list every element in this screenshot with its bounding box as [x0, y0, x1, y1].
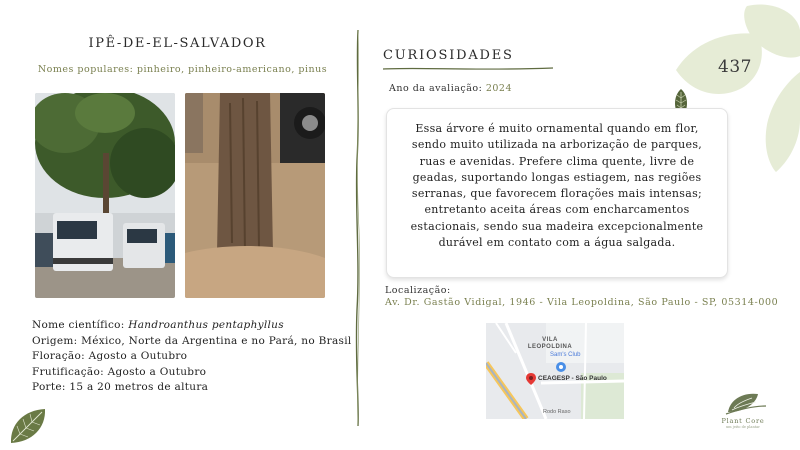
location-label: Localização: — [385, 285, 451, 296]
brand-name: Plant Core — [721, 417, 765, 425]
brand-tagline: um jeito de plantar — [726, 425, 760, 429]
location-map[interactable] — [486, 323, 624, 419]
map-poi-label: Sam's Club — [550, 352, 581, 358]
map-road-label: Rodo Raso — [543, 409, 571, 415]
flowering-text: Floração: Agosto a Outubro — [32, 350, 188, 362]
map-district-label: VILA LEOPOLDINA — [527, 337, 573, 350]
trunk-photo — [185, 93, 325, 298]
heading-underline — [383, 66, 553, 72]
evaluation-year — [389, 83, 512, 94]
map-pin-icon — [526, 370, 536, 382]
tree-number-badge: 437 — [718, 57, 752, 77]
popular-names: Nomes populares: pinheiro, pinheiro-americano, pinus — [37, 64, 328, 75]
origin-text: Origem: México, Norte da Argentina e no Pará, no Brasil — [32, 334, 352, 347]
fruiting-text: Frutificação: Agosto a Outubro — [32, 365, 207, 378]
map-destination-label: CEAGESP - São Paulo — [538, 375, 607, 382]
curiosities-heading: CURIOSIDADES — [383, 48, 514, 63]
tree-photo — [35, 93, 175, 298]
scientific-name: Handroanthus pentaphyllus — [128, 319, 284, 331]
size-text: Porte: 15 a 20 metros de altura — [32, 381, 209, 393]
scientific-name-row — [32, 318, 352, 334]
brand-logo — [708, 388, 778, 428]
leaf-decoration-bottom-left — [8, 406, 48, 446]
curiosities-card — [386, 108, 728, 278]
year-value: 2024 — [485, 83, 513, 94]
species-details — [32, 318, 352, 396]
vertical-divider — [352, 30, 364, 426]
year-label: Ano da avaliação: — [389, 83, 486, 94]
location-address: Av. Dr. Gastão Vidigal, 1946 - Vila Leopoldina, São Paulo - SP, 05314-000 — [385, 297, 779, 308]
scientific-name-label: Nome científico: — [32, 319, 129, 331]
page-title: IPÊ-DE-EL-SALVADOR — [88, 36, 267, 51]
curiosities-text: Essa árvore é muito ornamental quando em flor, sendo muito utilizada na arborização de parques, ruas e avenidas. Prefere clima quente, livre de geadas, suportando longas estiagem, nas regiões serranas, que favorecem florações mais intensas; entretanto aceita áreas com encharcamentos estacionais, sendo sua madeira excepcionalmente durável em contato com a água salgada. — [410, 122, 704, 250]
